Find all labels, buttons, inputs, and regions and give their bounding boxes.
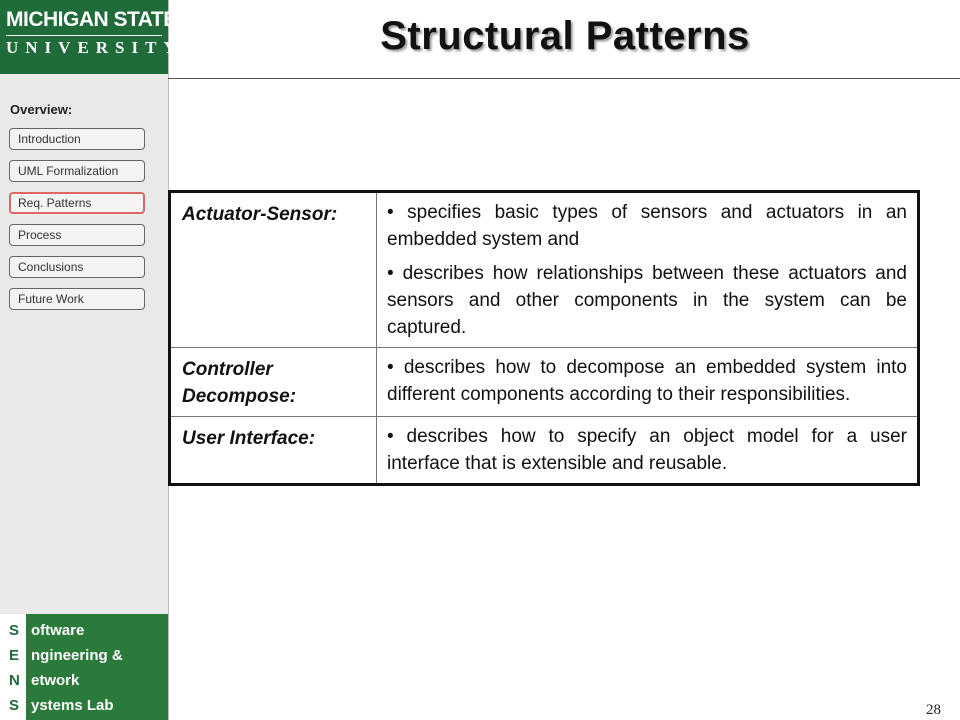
pattern-name-cell bbox=[170, 417, 377, 485]
pattern-description-cell bbox=[377, 417, 919, 485]
table-row bbox=[170, 348, 919, 417]
pattern-description-cell bbox=[377, 348, 919, 417]
nav-item-uml-formalization[interactable]: UML Formalization bbox=[9, 160, 145, 182]
bullet-text: describes how to decompose an embedded system into different components according to their responsibilities. bbox=[387, 357, 907, 405]
sens-letter: N bbox=[9, 672, 20, 689]
page-number: 28 bbox=[926, 702, 941, 718]
sens-word: oftware bbox=[31, 622, 85, 639]
pattern-description-cell bbox=[377, 192, 919, 348]
nav-item-future-work[interactable]: Future Work bbox=[9, 288, 145, 310]
bullet-text: describes how to specify an object model for a user interface that is extensible and reusable. bbox=[387, 426, 907, 474]
header-divider bbox=[168, 78, 960, 79]
sens-letter: S bbox=[9, 697, 20, 714]
sens-row bbox=[0, 695, 168, 717]
logo-line-2: UNIVERSITY bbox=[6, 38, 183, 57]
bullet-item: • describes how to specify an object model for a user interface that is extensible and reusable. bbox=[387, 426, 907, 474]
pattern-name: Actuator-Sensor bbox=[182, 204, 331, 225]
slide-title: Structural Patterns bbox=[380, 14, 750, 58]
sidebar bbox=[0, 0, 183, 720]
logo-divider bbox=[6, 35, 162, 36]
nav-item-process[interactable]: Process bbox=[9, 224, 145, 246]
logo-line-1: MICHIGAN STATE bbox=[6, 8, 177, 31]
table-row bbox=[170, 192, 919, 348]
sens-word: ystems Lab bbox=[31, 697, 114, 714]
nav-item-req-patterns[interactable]: Req. Patterns bbox=[9, 192, 145, 214]
bullet-text: describes how relationships between these actuators and sensors and other components in the system can be captured. bbox=[387, 263, 907, 338]
pattern-name-suffix: : bbox=[289, 386, 297, 407]
bullet-item: • describes how relationships between these actuators and sensors and other components in the system can be captured. bbox=[387, 263, 907, 338]
msu-logo bbox=[0, 0, 183, 74]
sens-row bbox=[0, 670, 168, 692]
nav-item-introduction[interactable]: Introduction bbox=[9, 128, 145, 150]
sens-word: ngineering & bbox=[31, 647, 123, 664]
bullet-item: • describes how to decompose an embedded system into different components according to their responsibilities. bbox=[387, 357, 907, 405]
overview-label: Overview: bbox=[10, 102, 73, 117]
pattern-name-cell bbox=[170, 348, 377, 417]
table-row bbox=[170, 417, 919, 485]
pattern-name-suffix: : bbox=[308, 428, 316, 449]
nav-item-conclusions[interactable]: Conclusions bbox=[9, 256, 145, 278]
pattern-name-cell bbox=[170, 192, 377, 348]
sens-lab-logo bbox=[0, 614, 168, 720]
pattern-name-suffix: : bbox=[330, 204, 338, 225]
bullet-text: specifies basic types of sensors and actuators in an embedded system and bbox=[387, 202, 907, 250]
bullet-item: • specifies basic types of sensors and actuators in an embedded system and bbox=[387, 202, 907, 250]
sens-letter: S bbox=[9, 622, 20, 639]
pattern-name: User Interface bbox=[182, 428, 309, 449]
sens-row bbox=[0, 645, 168, 667]
patterns-table bbox=[168, 190, 920, 486]
pattern-name: Controller Decompose bbox=[182, 359, 290, 407]
sens-row bbox=[0, 620, 168, 642]
sens-letter: E bbox=[9, 647, 20, 664]
sens-word: etwork bbox=[31, 672, 80, 689]
